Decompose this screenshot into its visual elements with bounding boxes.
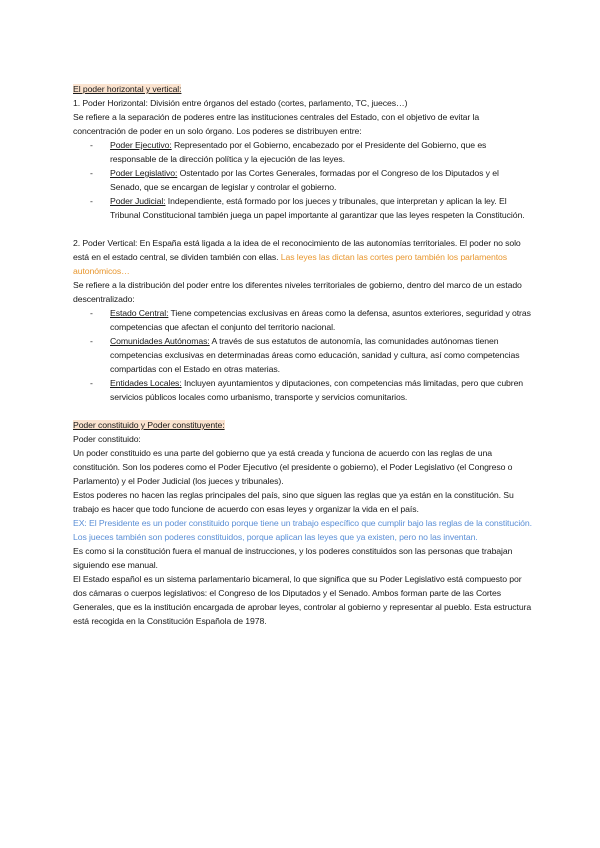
term-comunidades: Comunidades Autónomas: xyxy=(110,336,210,346)
term-entidades-locales: Entidades Locales: xyxy=(110,378,182,388)
vertical-intro-text: 2. Poder Vertical: En España está ligada a la idea de el reconocimiento de las autonomías territoriales. El poder no solo está en el estado central, se dividen también con ellas. xyxy=(73,238,521,262)
list-item-ejecutivo xyxy=(73,138,532,166)
list-item-comunidades xyxy=(73,334,532,376)
vertical-list xyxy=(73,306,532,404)
vertical-description: Se refiere a la distribución del poder entre los diferentes niveles territoriales de gobierno, dentro del marco de un estado descentralizado: xyxy=(73,280,522,304)
dash-bullet-icon: - xyxy=(90,378,93,388)
paragraph-4: El Estado español es un sistema parlamentario bicameral, lo que significa que su Poder Legislativo está compuesto por dos cámaras o cuerpos legislativos: el Congreso de los Diputados y el Senado. Ambos forman parte de las Cortes Generales, que es la institución encargada de aprobar leyes, controlar al gobierno y representar al pueblo. Esta estructura está recogida en la Constitución Española de 1978. xyxy=(73,574,532,626)
example-2: Los jueces también son poderes constituidos, porque aplican las leyes que ya existen, pero no las inventan. xyxy=(73,532,478,542)
text-legislativo: Ostentado por las Cortes Generales, formadas por el Congreso de los Diputados y el Senado, que se encargan de legislar y controlar el gobierno. xyxy=(110,168,499,192)
dash-bullet-icon: - xyxy=(90,336,93,346)
spacer xyxy=(73,222,532,236)
horizontal-list xyxy=(73,138,532,222)
horizontal-intro: 1. Poder Horizontal: División entre órganos del estado (cortes, parlamento, TC, jueces…) xyxy=(73,98,408,108)
horizontal-description: Se refiere a la separación de poderes entre las instituciones centrales del Estado, con el objetivo de evitar la concentración de poder en un solo órgano. Los poderes se distribuyen entre: xyxy=(73,112,480,136)
list-item-judicial xyxy=(73,194,532,222)
dash-bullet-icon: - xyxy=(90,196,93,206)
term-ejecutivo: Poder Ejecutivo: xyxy=(110,140,172,150)
dash-bullet-icon: - xyxy=(90,168,93,178)
section2-heading-line xyxy=(73,418,532,432)
spacer xyxy=(73,404,532,418)
text-ejecutivo: Representado por el Gobierno, encabezado por el Presidente del Gobierno, que es responsable de la dirección política y la ejecución de las leyes. xyxy=(110,140,487,164)
section2-heading: Poder constituido y Poder constituyente: xyxy=(73,420,225,430)
example-1: EX: El Presidente es un poder constituido porque tiene un trabajo específico que cumplir bajo las reglas de la constitución. xyxy=(73,518,532,528)
section1-heading: El poder horizontal y vertical: xyxy=(73,84,182,94)
list-item-estado-central xyxy=(73,306,532,334)
text-comunidades: A través de sus estatutos de autonomía, las comunidades autónomas tienen competencias exclusivas en determinadas áreas como educación, sanidad y cultura, así como competencias compartidas con el Estado en otras materias. xyxy=(110,336,520,374)
vertical-intro xyxy=(73,236,532,278)
list-item-entidades-locales xyxy=(73,376,532,404)
text-judicial: Independiente, está formado por los jueces y tribunales, que interpretan y aplican la ley. El Tribunal Constitucional también juega un papel importante al garantizar que las leyes respeten la Constitución. xyxy=(110,196,525,220)
paragraph-2: Estos poderes no hacen las reglas principales del país, sino que siguen las reglas que ya están en la constitución. Su trabajo es hacer que todo funcione de acuerdo con esas leyes y organizar la vida en el país. xyxy=(73,490,514,514)
dash-bullet-icon: - xyxy=(90,140,93,150)
text-estado-central: Tiene competencias exclusivas en áreas como la defensa, asuntos exteriores, seguridad y otras competencias que afectan el conjunto del territorio nacional. xyxy=(110,308,531,332)
list-item-legislativo xyxy=(73,166,532,194)
term-legislativo: Poder Legislativo: xyxy=(110,168,178,178)
dash-bullet-icon: - xyxy=(90,308,93,318)
term-estado-central: Estado Central: xyxy=(110,308,169,318)
paragraph-1: Un poder constituido es una parte del gobierno que ya está creada y funciona de acuerdo con las reglas de una constitución. Son los poderes como el Poder Ejecutivo (el presidente o gobierno), el Poder Legislativo (el Congreso o Parlamento) y el Poder Judicial (los jueces y tribunales). xyxy=(73,448,513,486)
text-entidades-locales: Incluyen ayuntamientos y diputaciones, con competencias más limitadas, pero que cubren servicios públicos locales como urbanismo, transporte y servicios comunitarios. xyxy=(110,378,524,402)
paragraph-3: Es como si la constitución fuera el manual de instrucciones, y los poderes constituidos son las personas que trabajan siguiendo ese manual. xyxy=(73,546,513,570)
section1-heading-line xyxy=(73,82,532,96)
term-judicial: Poder Judicial: xyxy=(110,196,166,206)
section2-subheading: Poder constituido: xyxy=(73,434,141,444)
vertical-note: Las leyes las dictan las cortes pero también los parlamentos autonómicos… xyxy=(73,252,508,276)
